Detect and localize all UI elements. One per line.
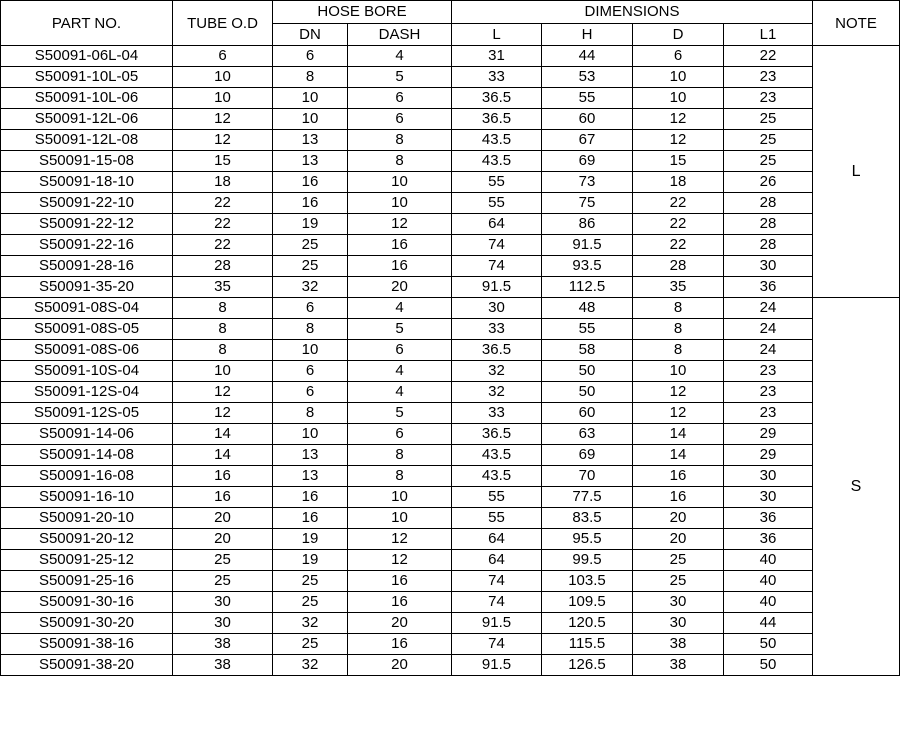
cell-tube-od: 22 xyxy=(173,214,273,235)
cell-l: 64 xyxy=(452,214,542,235)
cell-l1: 23 xyxy=(724,67,813,88)
cell-dn: 25 xyxy=(273,235,348,256)
header-l: L xyxy=(452,23,542,46)
table-row xyxy=(1,88,900,109)
note-cell: S xyxy=(813,298,900,676)
cell-h: 73 xyxy=(542,172,633,193)
cell-part-no: S50091-12L-08 xyxy=(1,130,173,151)
table-row xyxy=(1,655,900,676)
cell-d: 14 xyxy=(633,424,724,445)
cell-h: 120.5 xyxy=(542,613,633,634)
header-d: D xyxy=(633,23,724,46)
cell-dash: 20 xyxy=(348,655,452,676)
cell-dn: 13 xyxy=(273,445,348,466)
cell-d: 8 xyxy=(633,298,724,319)
cell-l1: 23 xyxy=(724,361,813,382)
cell-l: 33 xyxy=(452,319,542,340)
cell-d: 38 xyxy=(633,655,724,676)
cell-dn: 19 xyxy=(273,214,348,235)
cell-l1: 40 xyxy=(724,550,813,571)
cell-l1: 30 xyxy=(724,487,813,508)
cell-l: 33 xyxy=(452,403,542,424)
cell-part-no: S50091-14-08 xyxy=(1,445,173,466)
cell-part-no: S50091-10S-04 xyxy=(1,361,173,382)
table-row xyxy=(1,172,900,193)
cell-l: 32 xyxy=(452,382,542,403)
cell-h: 70 xyxy=(542,466,633,487)
header-h: H xyxy=(542,23,633,46)
cell-h: 115.5 xyxy=(542,634,633,655)
cell-l: 43.5 xyxy=(452,130,542,151)
cell-h: 99.5 xyxy=(542,550,633,571)
cell-dash: 4 xyxy=(348,382,452,403)
cell-l1: 36 xyxy=(724,508,813,529)
cell-dn: 19 xyxy=(273,550,348,571)
cell-d: 38 xyxy=(633,634,724,655)
cell-h: 55 xyxy=(542,88,633,109)
cell-part-no: S50091-12S-05 xyxy=(1,403,173,424)
cell-l: 32 xyxy=(452,361,542,382)
cell-l: 43.5 xyxy=(452,445,542,466)
cell-d: 12 xyxy=(633,403,724,424)
cell-l1: 25 xyxy=(724,109,813,130)
cell-dash: 20 xyxy=(348,613,452,634)
cell-l1: 24 xyxy=(724,340,813,361)
cell-part-no: S50091-06L-04 xyxy=(1,46,173,67)
header-hose-bore: HOSE BORE xyxy=(273,1,452,24)
cell-dash: 5 xyxy=(348,67,452,88)
cell-tube-od: 18 xyxy=(173,172,273,193)
cell-h: 69 xyxy=(542,151,633,172)
cell-h: 77.5 xyxy=(542,487,633,508)
cell-h: 112.5 xyxy=(542,277,633,298)
cell-tube-od: 12 xyxy=(173,403,273,424)
cell-d: 10 xyxy=(633,361,724,382)
cell-dash: 16 xyxy=(348,634,452,655)
cell-tube-od: 12 xyxy=(173,130,273,151)
cell-part-no: S50091-08S-06 xyxy=(1,340,173,361)
cell-h: 109.5 xyxy=(542,592,633,613)
cell-l: 64 xyxy=(452,550,542,571)
cell-l1: 28 xyxy=(724,193,813,214)
cell-h: 50 xyxy=(542,361,633,382)
header-dimensions: DIMENSIONS xyxy=(452,1,813,24)
cell-part-no: S50091-22-10 xyxy=(1,193,173,214)
table-row xyxy=(1,592,900,613)
cell-tube-od: 22 xyxy=(173,193,273,214)
table-row xyxy=(1,634,900,655)
cell-dash: 12 xyxy=(348,550,452,571)
note-cell: L xyxy=(813,46,900,298)
table-row xyxy=(1,361,900,382)
table-row xyxy=(1,340,900,361)
cell-dn: 10 xyxy=(273,109,348,130)
cell-dash: 5 xyxy=(348,403,452,424)
cell-dn: 16 xyxy=(273,487,348,508)
cell-d: 22 xyxy=(633,193,724,214)
cell-part-no: S50091-20-10 xyxy=(1,508,173,529)
cell-l1: 23 xyxy=(724,403,813,424)
cell-dn: 13 xyxy=(273,130,348,151)
cell-dn: 10 xyxy=(273,88,348,109)
cell-tube-od: 10 xyxy=(173,88,273,109)
cell-d: 35 xyxy=(633,277,724,298)
cell-part-no: S50091-22-16 xyxy=(1,235,173,256)
cell-l1: 40 xyxy=(724,592,813,613)
cell-dash: 8 xyxy=(348,445,452,466)
cell-l: 91.5 xyxy=(452,655,542,676)
cell-dn: 8 xyxy=(273,67,348,88)
cell-part-no: S50091-20-12 xyxy=(1,529,173,550)
cell-dn: 6 xyxy=(273,361,348,382)
cell-dn: 16 xyxy=(273,172,348,193)
cell-l1: 40 xyxy=(724,571,813,592)
cell-dn: 8 xyxy=(273,403,348,424)
header-note: NOTE xyxy=(813,1,900,46)
table-row xyxy=(1,214,900,235)
table-row xyxy=(1,403,900,424)
table-row xyxy=(1,445,900,466)
cell-h: 83.5 xyxy=(542,508,633,529)
cell-dash: 6 xyxy=(348,340,452,361)
cell-l1: 36 xyxy=(724,529,813,550)
cell-tube-od: 14 xyxy=(173,445,273,466)
cell-h: 126.5 xyxy=(542,655,633,676)
cell-h: 44 xyxy=(542,46,633,67)
cell-h: 86 xyxy=(542,214,633,235)
cell-tube-od: 14 xyxy=(173,424,273,445)
cell-d: 22 xyxy=(633,214,724,235)
header-tube-od: TUBE O.D xyxy=(173,1,273,46)
cell-d: 12 xyxy=(633,109,724,130)
cell-dash: 10 xyxy=(348,508,452,529)
cell-l: 74 xyxy=(452,571,542,592)
cell-h: 103.5 xyxy=(542,571,633,592)
cell-tube-od: 12 xyxy=(173,382,273,403)
cell-tube-od: 15 xyxy=(173,151,273,172)
cell-d: 12 xyxy=(633,130,724,151)
cell-h: 58 xyxy=(542,340,633,361)
cell-dash: 6 xyxy=(348,424,452,445)
cell-tube-od: 22 xyxy=(173,235,273,256)
cell-part-no: S50091-15-08 xyxy=(1,151,173,172)
table-body xyxy=(1,46,900,676)
table-row xyxy=(1,550,900,571)
cell-d: 10 xyxy=(633,88,724,109)
cell-l: 43.5 xyxy=(452,466,542,487)
cell-dash: 4 xyxy=(348,361,452,382)
cell-dash: 6 xyxy=(348,109,452,130)
table-row xyxy=(1,466,900,487)
table-row xyxy=(1,487,900,508)
cell-dn: 32 xyxy=(273,613,348,634)
cell-d: 22 xyxy=(633,235,724,256)
cell-part-no: S50091-18-10 xyxy=(1,172,173,193)
cell-h: 95.5 xyxy=(542,529,633,550)
cell-dn: 25 xyxy=(273,634,348,655)
cell-tube-od: 6 xyxy=(173,46,273,67)
cell-tube-od: 12 xyxy=(173,109,273,130)
cell-l: 74 xyxy=(452,592,542,613)
cell-dash: 8 xyxy=(348,130,452,151)
cell-dn: 25 xyxy=(273,256,348,277)
cell-tube-od: 25 xyxy=(173,550,273,571)
cell-h: 53 xyxy=(542,67,633,88)
cell-part-no: S50091-25-16 xyxy=(1,571,173,592)
cell-h: 75 xyxy=(542,193,633,214)
cell-d: 25 xyxy=(633,571,724,592)
table-row xyxy=(1,46,900,67)
cell-dn: 25 xyxy=(273,571,348,592)
cell-l1: 25 xyxy=(724,151,813,172)
cell-dash: 10 xyxy=(348,193,452,214)
cell-dash: 5 xyxy=(348,319,452,340)
cell-h: 55 xyxy=(542,319,633,340)
cell-d: 10 xyxy=(633,67,724,88)
cell-dash: 10 xyxy=(348,487,452,508)
cell-l: 74 xyxy=(452,235,542,256)
cell-part-no: S50091-12S-04 xyxy=(1,382,173,403)
cell-l: 31 xyxy=(452,46,542,67)
cell-d: 6 xyxy=(633,46,724,67)
cell-part-no: S50091-28-16 xyxy=(1,256,173,277)
cell-dn: 6 xyxy=(273,298,348,319)
cell-l: 33 xyxy=(452,67,542,88)
cell-dash: 8 xyxy=(348,151,452,172)
cell-l1: 25 xyxy=(724,130,813,151)
cell-dn: 25 xyxy=(273,592,348,613)
cell-l1: 23 xyxy=(724,382,813,403)
cell-part-no: S50091-16-08 xyxy=(1,466,173,487)
cell-l1: 28 xyxy=(724,214,813,235)
cell-tube-od: 8 xyxy=(173,298,273,319)
cell-dn: 16 xyxy=(273,508,348,529)
cell-dn: 10 xyxy=(273,340,348,361)
cell-part-no: S50091-38-16 xyxy=(1,634,173,655)
cell-h: 63 xyxy=(542,424,633,445)
cell-l: 36.5 xyxy=(452,109,542,130)
cell-part-no: S50091-10L-05 xyxy=(1,67,173,88)
cell-dn: 13 xyxy=(273,151,348,172)
cell-l1: 50 xyxy=(724,634,813,655)
cell-dash: 4 xyxy=(348,46,452,67)
cell-dash: 10 xyxy=(348,172,452,193)
cell-h: 50 xyxy=(542,382,633,403)
cell-tube-od: 38 xyxy=(173,634,273,655)
cell-tube-od: 20 xyxy=(173,529,273,550)
cell-d: 25 xyxy=(633,550,724,571)
cell-tube-od: 38 xyxy=(173,655,273,676)
cell-l: 36.5 xyxy=(452,88,542,109)
cell-l1: 28 xyxy=(724,235,813,256)
cell-h: 93.5 xyxy=(542,256,633,277)
table-row xyxy=(1,319,900,340)
cell-d: 28 xyxy=(633,256,724,277)
table-row xyxy=(1,529,900,550)
cell-l: 55 xyxy=(452,193,542,214)
cell-part-no: S50091-30-20 xyxy=(1,613,173,634)
cell-dn: 10 xyxy=(273,424,348,445)
cell-dash: 16 xyxy=(348,571,452,592)
table-row xyxy=(1,235,900,256)
cell-dash: 6 xyxy=(348,88,452,109)
cell-dash: 8 xyxy=(348,466,452,487)
cell-dn: 19 xyxy=(273,529,348,550)
table-header xyxy=(1,1,900,46)
cell-dn: 16 xyxy=(273,193,348,214)
cell-l: 55 xyxy=(452,508,542,529)
cell-l: 36.5 xyxy=(452,424,542,445)
cell-l1: 24 xyxy=(724,298,813,319)
cell-part-no: S50091-16-10 xyxy=(1,487,173,508)
cell-dash: 16 xyxy=(348,235,452,256)
table-row xyxy=(1,571,900,592)
cell-d: 20 xyxy=(633,529,724,550)
table-row xyxy=(1,613,900,634)
header-part-no: PART NO. xyxy=(1,1,173,46)
cell-part-no: S50091-38-20 xyxy=(1,655,173,676)
table-row xyxy=(1,382,900,403)
table-row xyxy=(1,277,900,298)
cell-h: 67 xyxy=(542,130,633,151)
cell-l: 64 xyxy=(452,529,542,550)
cell-tube-od: 10 xyxy=(173,67,273,88)
cell-d: 8 xyxy=(633,340,724,361)
cell-tube-od: 30 xyxy=(173,592,273,613)
cell-d: 30 xyxy=(633,613,724,634)
cell-l1: 30 xyxy=(724,466,813,487)
cell-dash: 16 xyxy=(348,592,452,613)
cell-dash: 20 xyxy=(348,277,452,298)
cell-l1: 36 xyxy=(724,277,813,298)
cell-tube-od: 16 xyxy=(173,487,273,508)
cell-l: 74 xyxy=(452,256,542,277)
cell-h: 60 xyxy=(542,403,633,424)
table-row xyxy=(1,130,900,151)
cell-tube-od: 8 xyxy=(173,319,273,340)
cell-l1: 29 xyxy=(724,445,813,466)
cell-dn: 32 xyxy=(273,655,348,676)
cell-dash: 4 xyxy=(348,298,452,319)
cell-l: 55 xyxy=(452,487,542,508)
header-l1: L1 xyxy=(724,23,813,46)
cell-l1: 26 xyxy=(724,172,813,193)
cell-part-no: S50091-10L-06 xyxy=(1,88,173,109)
cell-d: 12 xyxy=(633,382,724,403)
table-row xyxy=(1,424,900,445)
table-row xyxy=(1,151,900,172)
cell-l1: 44 xyxy=(724,613,813,634)
cell-l1: 23 xyxy=(724,88,813,109)
cell-tube-od: 20 xyxy=(173,508,273,529)
cell-l: 91.5 xyxy=(452,277,542,298)
cell-d: 15 xyxy=(633,151,724,172)
cell-l: 36.5 xyxy=(452,340,542,361)
cell-part-no: S50091-08S-04 xyxy=(1,298,173,319)
cell-l: 91.5 xyxy=(452,613,542,634)
cell-d: 14 xyxy=(633,445,724,466)
cell-l: 43.5 xyxy=(452,151,542,172)
table-row xyxy=(1,193,900,214)
cell-l1: 22 xyxy=(724,46,813,67)
table-row xyxy=(1,256,900,277)
cell-part-no: S50091-22-12 xyxy=(1,214,173,235)
cell-l1: 24 xyxy=(724,319,813,340)
cell-d: 16 xyxy=(633,487,724,508)
cell-d: 18 xyxy=(633,172,724,193)
cell-part-no: S50091-14-06 xyxy=(1,424,173,445)
table-row xyxy=(1,67,900,88)
cell-dash: 12 xyxy=(348,529,452,550)
cell-l: 55 xyxy=(452,172,542,193)
cell-h: 60 xyxy=(542,109,633,130)
cell-tube-od: 16 xyxy=(173,466,273,487)
cell-tube-od: 30 xyxy=(173,613,273,634)
header-dash: DASH xyxy=(348,23,452,46)
cell-part-no: S50091-35-20 xyxy=(1,277,173,298)
cell-dn: 13 xyxy=(273,466,348,487)
cell-part-no: S50091-30-16 xyxy=(1,592,173,613)
cell-tube-od: 28 xyxy=(173,256,273,277)
cell-dash: 16 xyxy=(348,256,452,277)
cell-dn: 6 xyxy=(273,46,348,67)
cell-dn: 6 xyxy=(273,382,348,403)
cell-dn: 8 xyxy=(273,319,348,340)
cell-part-no: S50091-12L-06 xyxy=(1,109,173,130)
table-row xyxy=(1,109,900,130)
cell-h: 48 xyxy=(542,298,633,319)
cell-d: 8 xyxy=(633,319,724,340)
cell-l1: 30 xyxy=(724,256,813,277)
cell-l: 74 xyxy=(452,634,542,655)
cell-l: 30 xyxy=(452,298,542,319)
table-row xyxy=(1,508,900,529)
cell-dn: 32 xyxy=(273,277,348,298)
cell-tube-od: 25 xyxy=(173,571,273,592)
cell-h: 91.5 xyxy=(542,235,633,256)
cell-l1: 29 xyxy=(724,424,813,445)
cell-tube-od: 10 xyxy=(173,361,273,382)
cell-d: 16 xyxy=(633,466,724,487)
cell-d: 30 xyxy=(633,592,724,613)
table-row xyxy=(1,298,900,319)
cell-d: 20 xyxy=(633,508,724,529)
cell-l1: 50 xyxy=(724,655,813,676)
header-dn: DN xyxy=(273,23,348,46)
cell-tube-od: 8 xyxy=(173,340,273,361)
cell-tube-od: 35 xyxy=(173,277,273,298)
cell-dash: 12 xyxy=(348,214,452,235)
cell-part-no: S50091-08S-05 xyxy=(1,319,173,340)
cell-part-no: S50091-25-12 xyxy=(1,550,173,571)
cell-h: 69 xyxy=(542,445,633,466)
